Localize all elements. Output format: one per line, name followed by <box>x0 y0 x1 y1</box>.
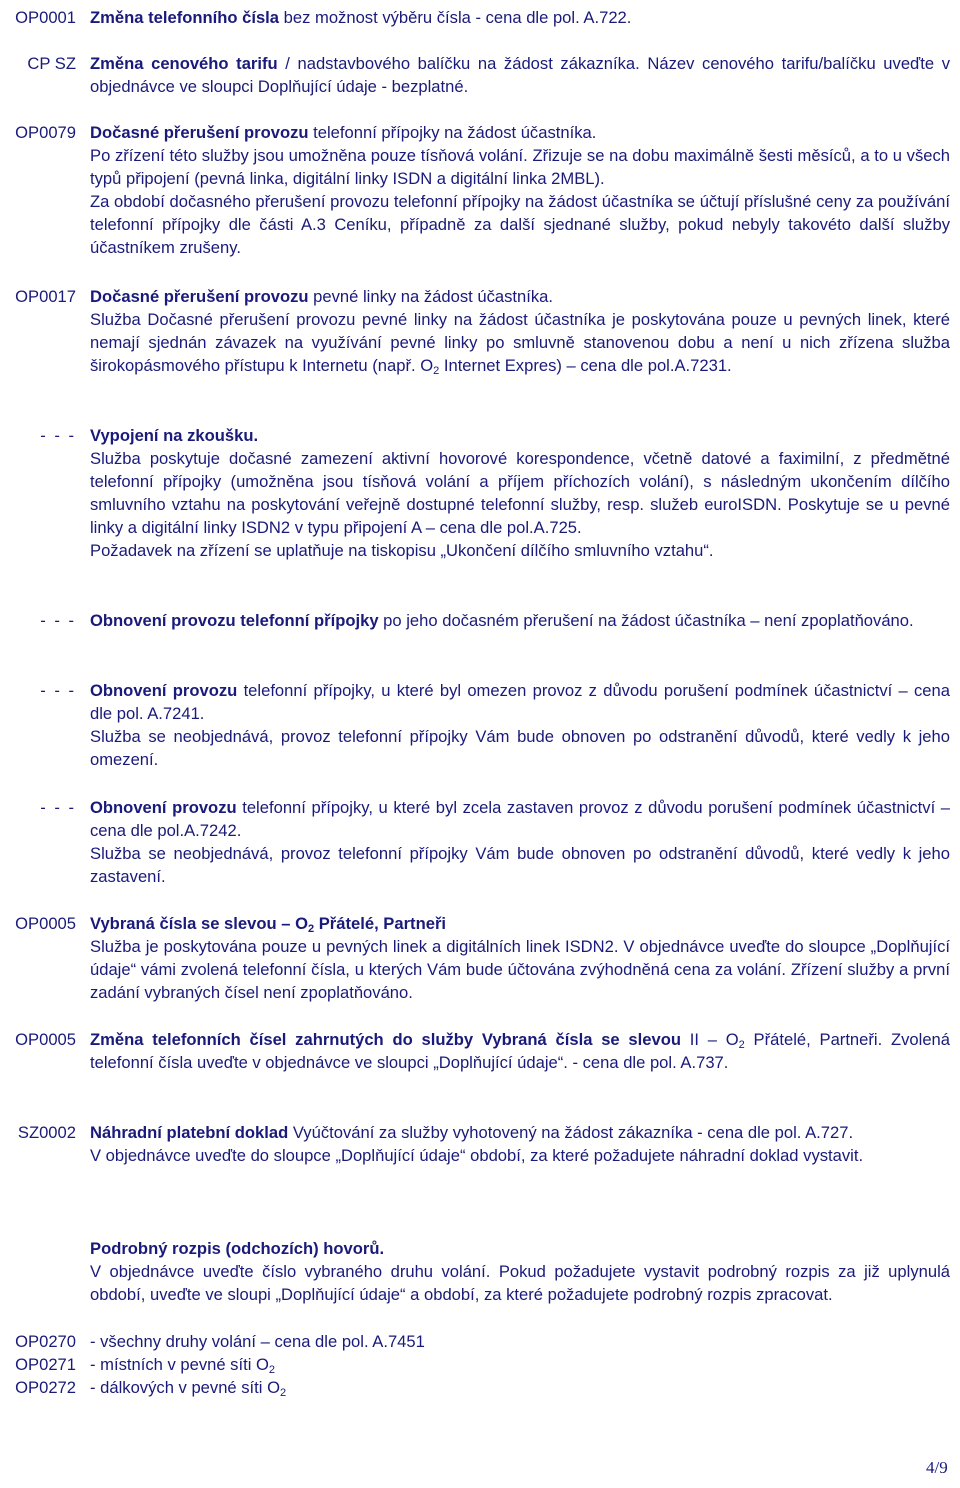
item-code: CP SZ <box>27 54 76 73</box>
item-code: OP0005 <box>15 1030 76 1049</box>
item-text: Dočasné přerušení provozu pevné linky na žádost účastníka. Služba Dočasné přerušení provozu pevné linky na žádost účastníka je poskytována pouze u pevných linek, které nemají sjednán závazek na využívání pevné linky po smluvně stanovenou dobu a není u nich zřízena služba širokopásmového přístupu k Internetu (např. $O_2$ Internet Expres) – cena dle pol.A.7231. <box>90 287 950 377</box>
item-paragraph: V objednávce uveďte číslo vybraného druhu volání. Pokud požadujete vystavit podrobný rozpis za již uplynulá období, uveďte ve sloupi „Doplňující údaje“ a období, za které požadujete podrobný rozpis zpracovat. <box>90 1262 950 1304</box>
item-code: - - - <box>40 611 76 630</box>
item-title: Obnovení provozu <box>90 798 237 817</box>
item-title: Dočasné přerušení provozu <box>90 287 309 306</box>
item-text: Změna telefonního čísla bez možnost výběru čísla - cena dle pol. A.722. <box>90 8 632 27</box>
item-code: OP0270 <box>15 1332 76 1351</box>
item-paragraph: Služba se neobjednává, provoz telefonní přípojky Vám bude obnoven po odstranění důvodů, které vedly k jeho zastavení. <box>90 844 950 886</box>
item-title: Změna cenového tarifu <box>90 54 278 73</box>
item-text <box>90 912 950 1004</box>
item-text: Dočasné přerušení provozu telefonní přípojky na žádost účastníka. Po zřízení této služby jsou umožněna pouze tísňová volání. Zřizuje se na dobu maximálně šesti měsíců, a to u všech typů připojení (pevná linka, digitální linky ISDN a digitální linka 2MBL). Za období dočasného přerušení provozu telefonní přípojky na žádost účastníka se účtují příslušné ceny za používání telefonní přípojky dle části A.3 Ceníku, případně za další sjednané služby, pokud nebyly takovéto další služby účastníkem zrušeny. <box>90 123 950 257</box>
item-code: - - - <box>40 426 76 445</box>
item-text: Obnovení provozu telefonní přípojky po jeho dočasném přerušení na žádost účastníka – není zpoplatňováno. <box>90 611 914 630</box>
item-code: - - - <box>40 798 76 817</box>
item-text: - všechny druhy volání – cena dle pol. A.7451 <box>90 1332 425 1351</box>
item-paragraph: Služba poskytuje dočasné zamezení aktivní hovorové korespondence, včetně datové a faximilní, z předmětné telefonní přípojky (umožněna jsou tísňová volání a příjem příchozích volání), s následným ukončením dílčího smluvního vztahu na poskytování veřejně dostupné telefonní služby, resp. služeb euroISDN. Poskytuje se u pevné linky a digitální linky ISDN2 v typu připojení A – cena dle pol.A.725. <box>90 449 950 537</box>
item-text: - dálkových v pevné síti $O_2$ <box>90 1378 287 1399</box>
item-text <box>90 1237 950 1306</box>
item-code: OP0271 <box>15 1355 76 1374</box>
item-code: OP0001 <box>15 8 76 27</box>
item-title: Vypojení na zkoušku. <box>90 426 259 445</box>
item-text: Změna telefonních čísel zahrnutých do služby Vybraná čísla se slevou II – $O_2$ Přátelé, Partneři. Zvolená telefonní čísla uveďte v objednávce ve sloupci „Doplňující údaje“. - cena dle pol. A.737. <box>90 1030 951 1072</box>
item-text: Náhradní platební doklad Vyúčtování za služby vyhotovený na žádost zákazníka - cena dle pol. A.727. V objednávce uveďte do sloupce „Doplňující údaje“ období, za které požadujete náhradní doklad vystavit. <box>90 1121 950 1167</box>
item-text: - místních v pevné síti $O_2$ <box>90 1355 276 1376</box>
item-paragraph: Služba Dočasné přerušení provozu pevné linky na žádost účastníka je poskytována pouze u pevných linek, které nemají sjednán závazek na využívání pevné linky po smluvně stanovenou dobu a není u nich zřízena služba širokopásmového přístupu k Internetu (např. $O_2$ Internet Expres) – cena dle pol.A.7231. <box>90 310 950 377</box>
item-title: Dočasné přerušení provozu <box>90 123 309 142</box>
item-title: Vybraná čísla se slevou – $O_2$ Přátelé, Partneři <box>90 914 447 935</box>
item-text: Obnovení provozu telefonní přípojky, u které byl zcela zastaven provoz z důvodu porušení podmínek účastnictví – cena dle pol.A.7242. Služba se neobjednává, provoz telefonní přípojky Vám bude obnoven po odstranění důvodů, které vedly k jeho zastavení. <box>90 798 950 886</box>
item-paragraph: Služba se neobjednává, provoz telefonní přípojky Vám bude obnoven po odstranění důvodů, které vedly k jeho omezení. <box>90 727 950 769</box>
item-code: SZ0002 <box>17 1123 76 1142</box>
item-title: Změna telefonního čísla <box>90 8 280 27</box>
item-title: Změna telefonních čísel zahrnutých do služby Vybraná čísla se slevou <box>90 1030 681 1049</box>
item-code: OP0272 <box>15 1378 76 1397</box>
page-number: 4/9 <box>926 1458 948 1477</box>
item-title: Obnovení provozu telefonní přípojky <box>90 611 379 630</box>
item-paragraph: Služba je poskytována pouze u pevných linek a digitálních linek ISDN2. V objednávce uveďte do sloupce „Doplňující údaje“ vámi zvolená telefonní čísla, u kterých Vám bude účtována zvýhodněná cena za volání. Zřízení služby a první zadání vybraných čísel není zpoplatňováno. <box>90 937 950 1002</box>
item-paragraph: Za období dočasného přerušení provozu telefonní přípojky na žádost účastníka se účtují příslušné ceny za používání telefonní přípojky dle části A.3 Ceníku, případně za další sjednané služby, pokud nebyly takovéto další služby účastníkem zrušeny. <box>90 192 950 257</box>
item-code: OP0017 <box>15 287 76 306</box>
item-title: Podrobný rozpis (odchozích) hovorů. <box>90 1239 385 1258</box>
item-code: OP0079 <box>15 123 76 142</box>
item-text: Změna cenového tarifu / nadstavbového balíčku na žádost zákazníka. Název cenového tarifu/balíčku uveďte v objednávce ve sloupci Doplňující údaje - bezplatné. <box>90 54 950 96</box>
item-text <box>90 424 950 562</box>
item-paragraph: Po zřízení této služby jsou umožněna pouze tísňová volání. Zřizuje se na dobu maximálně šesti měsíců, a to u všech typů připojení (pevná linka, digitální linky ISDN a digitální linka 2MBL). <box>90 146 950 188</box>
item-paragraph: Požadavek na zřízení se uplatňuje na tiskopisu „Ukončení dílčího smluvního vztahu“. <box>90 541 714 560</box>
item-text: Obnovení provozu telefonní přípojky, u které byl omezen provoz z důvodu porušení podmínek účastnictví – cena dle pol. A.7241. Služba se neobjednává, provoz telefonní přípojky Vám bude obnoven po odstranění důvodů, které vedly k jeho omezení. <box>90 681 950 769</box>
item-code: OP0005 <box>15 914 76 933</box>
item-code: - - - <box>40 681 76 700</box>
item-title: Náhradní platební doklad <box>90 1123 289 1142</box>
item-paragraph: V objednávce uveďte do sloupce „Doplňující údaje“ období, za které požadujete náhradní doklad vystavit. <box>90 1146 864 1165</box>
item-title: Obnovení provozu <box>90 681 238 700</box>
